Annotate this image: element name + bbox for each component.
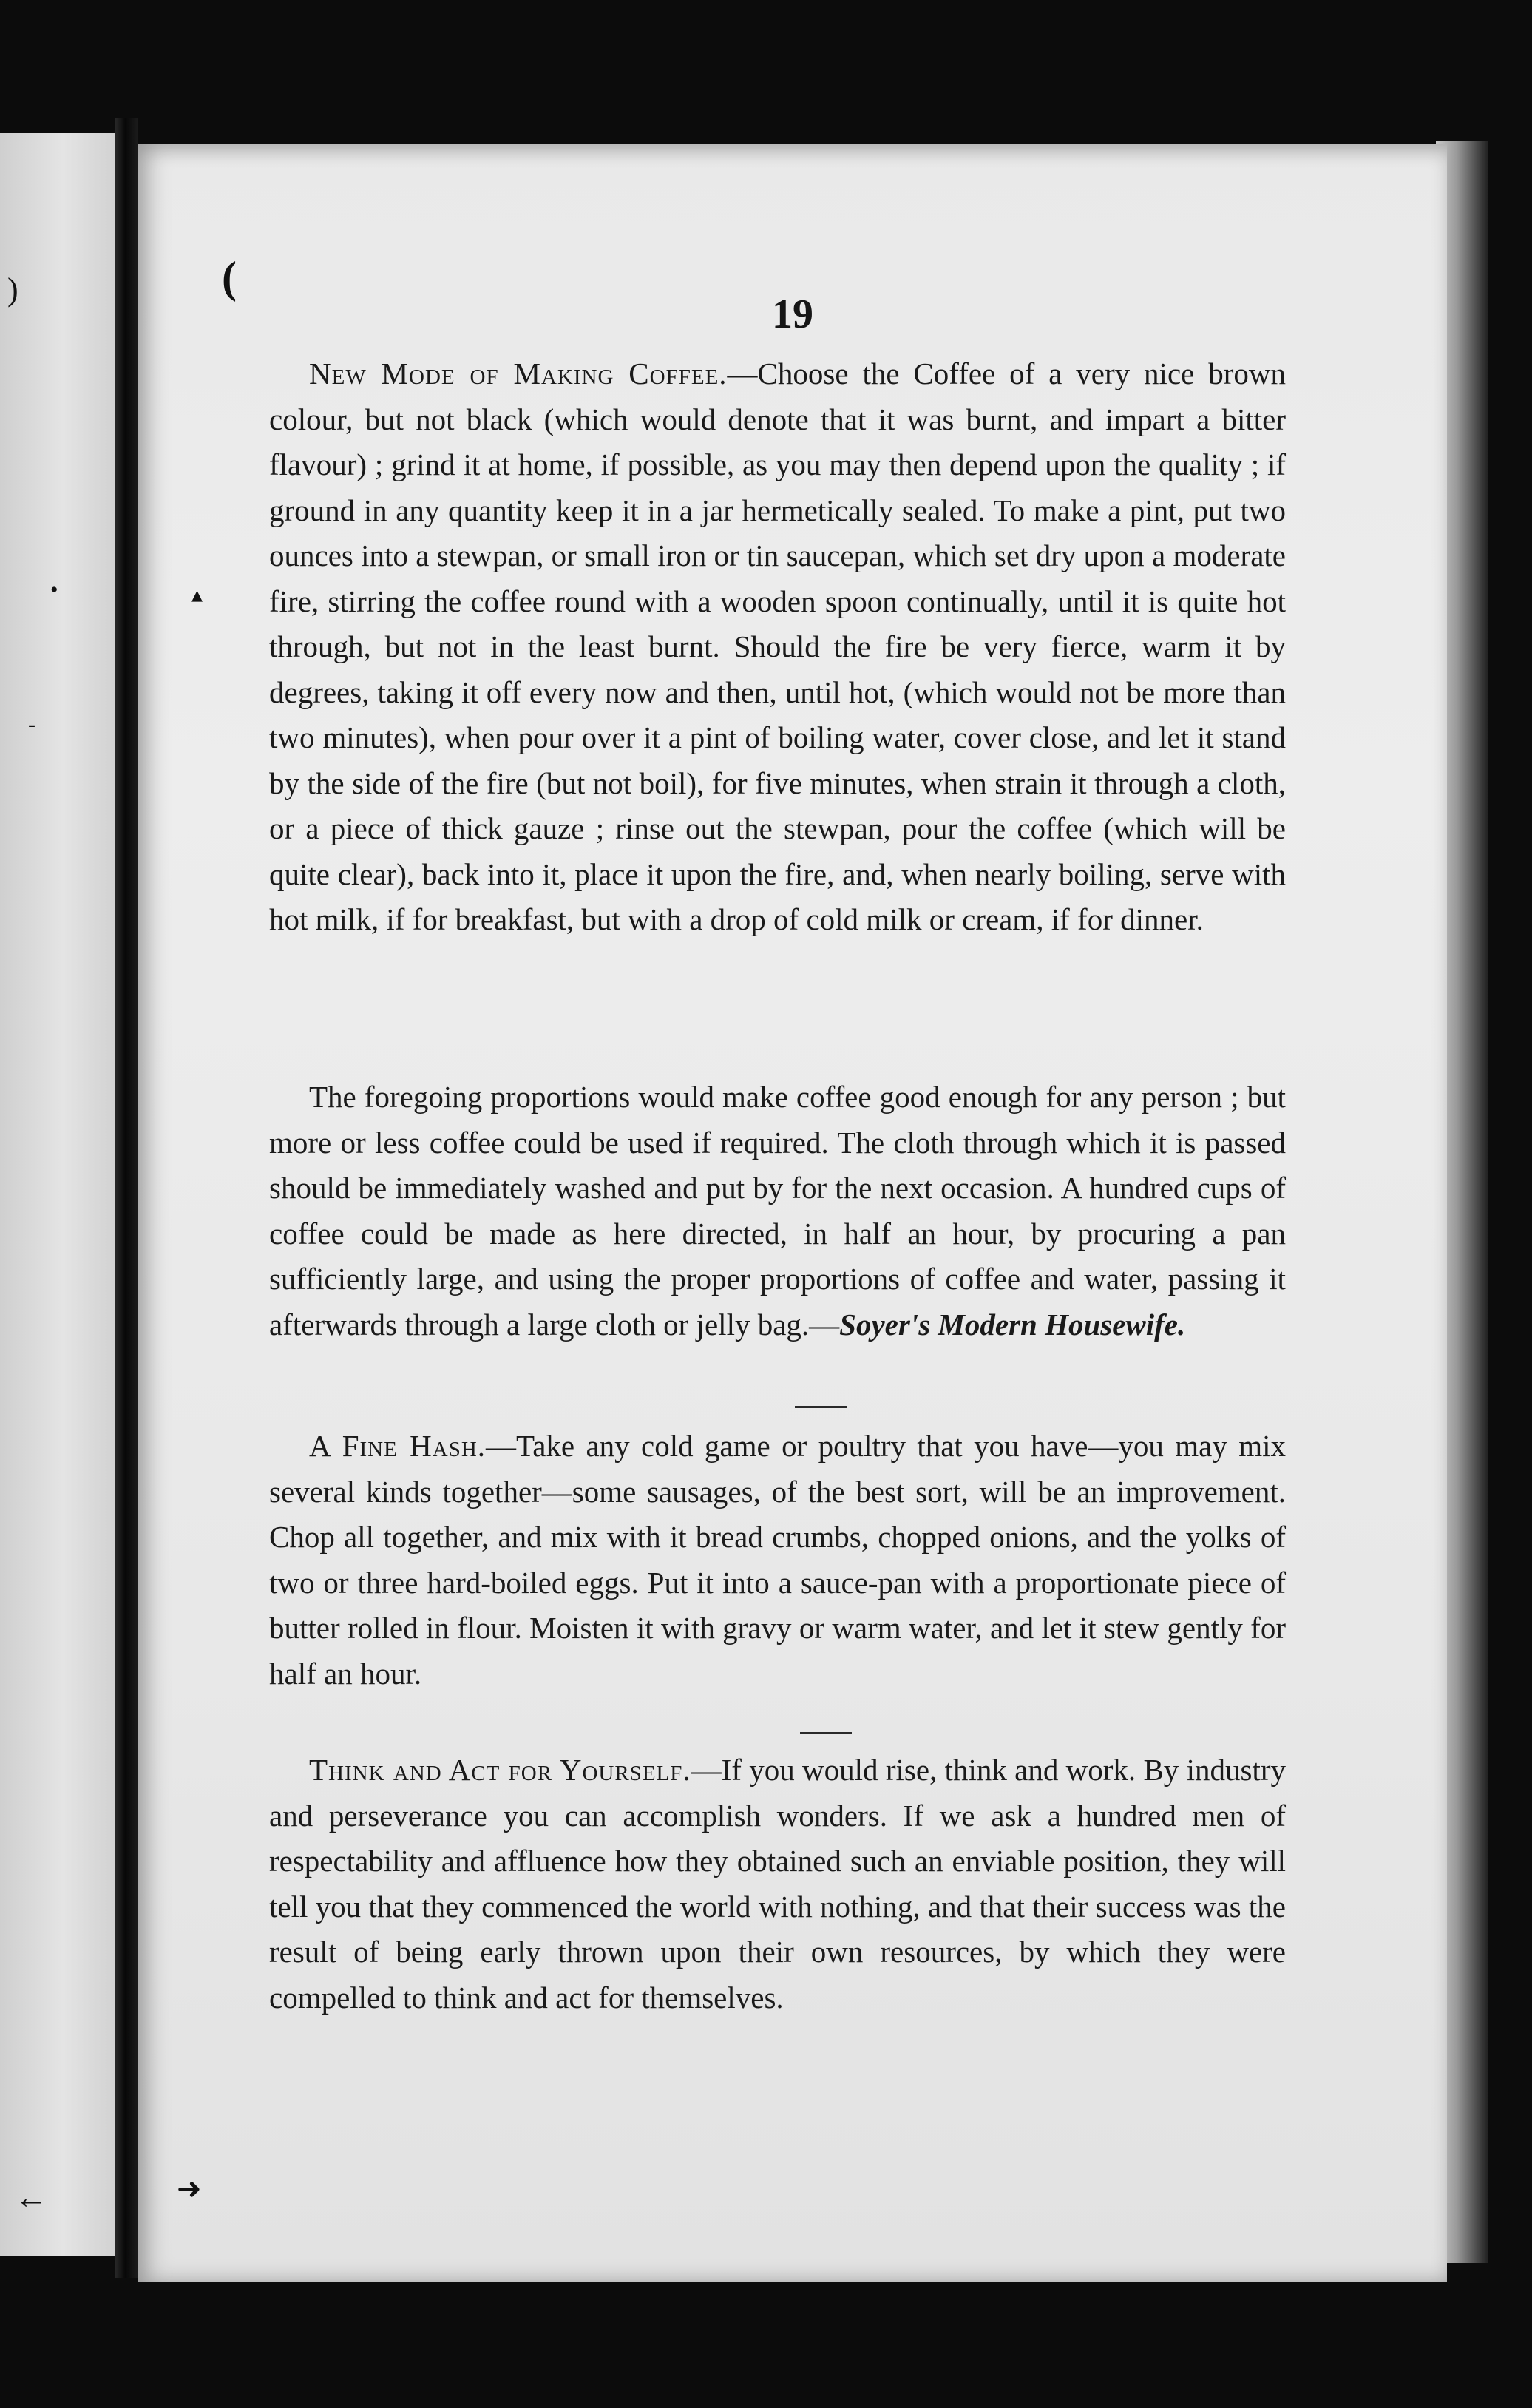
page-number: 19	[772, 291, 813, 337]
coffee-continued-paragraph	[269, 1075, 1286, 1347]
paragraph-body: The foregoing proportions would make coffee good enough for any person ; but more or less coffee could be used if required. The cloth through which it is passed should be immediately washed and put by for the next occasion. A hundred cups of coffee could be made as here directed, in half an hour, by procuring a pan sufficiently large, and using the proper proportions of coffee and water, passing it afterwards through a large cloth or jelly bag.—	[269, 1080, 1286, 1342]
paragraph-heading: New Mode of Making Coffee.	[309, 356, 728, 390]
paragraph-body: —Take any cold game or poultry that you have—you may mix several kinds together—some sausages, of the best sort, will be an improvement. Chop all together, and mix with it bread crumbs, chopped onions, and the yolks of two or three hard-boiled eggs. Put it into a sauce-pan with a proportionate piece of butter rolled in flour. Moisten it with gravy or warm water, and let it stew gently for half an hour.	[269, 1429, 1286, 1691]
margin-mark: )	[7, 271, 18, 308]
book-page	[138, 144, 1447, 2282]
section-divider	[795, 1406, 847, 1408]
paragraph-heading: A Fine Hash.	[309, 1429, 487, 1463]
source-citation: Soyer's Modern Housewife.	[839, 1307, 1186, 1342]
margin-mark: ➜	[177, 2172, 202, 2205]
hash-paragraph	[269, 1424, 1286, 1697]
paragraph-heading: Think and Act for Yourself.	[309, 1753, 691, 1787]
paragraph-body: —If you would rise, think and work. By industry and perseverance you can accomplish wonders. If we ask a hundred men of respectability and affluence how they obtained such an enviable position, they will tell you that they commenced the world with nothing, and that their success was the result of being early thrown upon their own resources, by which they were compelled to think and act for themselves.	[269, 1753, 1286, 2015]
facing-page-edge	[0, 133, 115, 2256]
margin-mark: ▴	[192, 583, 203, 607]
think-paragraph	[269, 1748, 1286, 2020]
margin-mark: ←	[15, 2179, 47, 2216]
paragraph-body: —Choose the Coffee of a very nice brown colour, but not black (which would denote that it was burnt, and impart a bitter flavour) ; grind it at home, if possible, as you may then depend upon the quality ; if ground in any quantity keep it in a jar hermetically sealed. To make a pint, put two ounces into a stewpan, or small iron or tin saucepan, which set dry upon a moderate fire, stirring the coffee round with a wooden spoon continually, until it is quite hot through, but not in the least burnt. Should the fire be very fierce, warm it by degrees, taking it off every now and then, until hot, (which would not be more than two minutes), when pour over it a pint of boiling water, cover close, and let it stand by the side of the fire (but not boil), for five minutes, when strain it through a cloth, or a piece of thick gauze ; rinse out the stewpan, pour the coffee (which will be quite clear), back into it, place it upon the fire, and, when nearly boiling, serve with hot milk, if for breakfast, but with a drop of cold milk or cream, if for dinner.	[269, 356, 1286, 936]
margin-mark: -	[28, 712, 35, 737]
margin-mark: •	[50, 578, 58, 602]
coffee-paragraph	[269, 351, 1286, 943]
margin-mark: (	[222, 253, 237, 302]
section-divider	[800, 1732, 852, 1734]
book-gutter	[115, 118, 138, 2278]
